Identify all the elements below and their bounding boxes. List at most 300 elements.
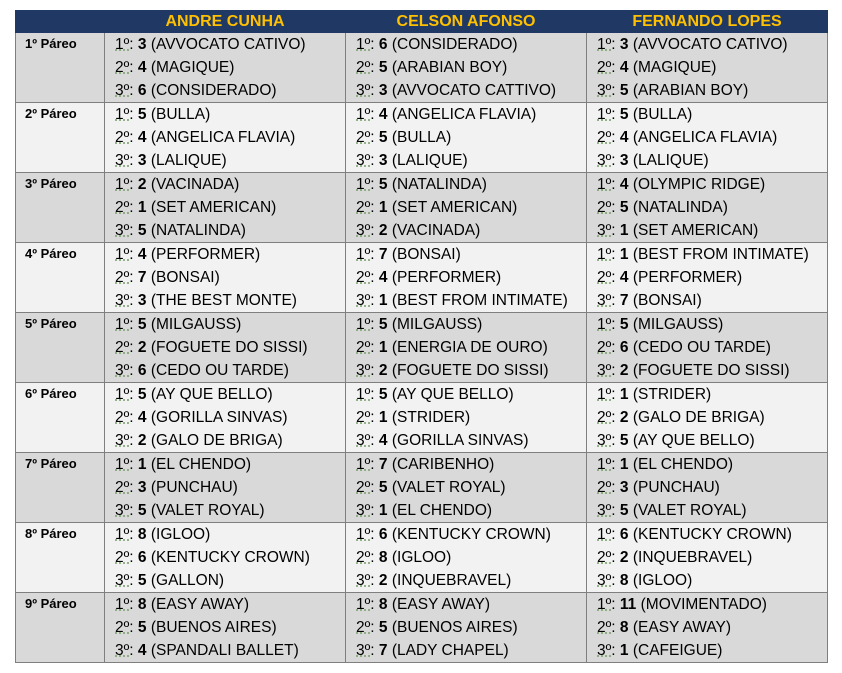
race-row (16, 103, 828, 173)
horse-number: 1 (619, 222, 629, 239)
horse-name: (ENERGIA DE OURO) (391, 339, 548, 356)
race-label: 7º Páreo (16, 453, 105, 523)
horse-number: 5 (137, 316, 147, 333)
pick-line (105, 429, 345, 452)
pick-position: 2º (356, 269, 371, 286)
pick-position: 1º (356, 106, 371, 123)
horse-name: (PUNCHAU) (150, 479, 238, 496)
pick-cell (346, 453, 587, 523)
pick-line (105, 453, 345, 476)
horse-name: (FOGUETE DO SISSI) (632, 362, 790, 379)
separator: : (611, 246, 620, 263)
horse-name: (AY QUE BELLO) (632, 432, 755, 449)
pick-position: 3º (356, 292, 371, 309)
horse-number: 1 (137, 199, 147, 216)
pick-line (346, 593, 586, 616)
pick-position: 3º (356, 222, 371, 239)
separator: : (129, 292, 138, 309)
pick-position: 1º (115, 176, 130, 193)
horse-number: 7 (378, 642, 388, 659)
pick-line (105, 336, 345, 359)
horse-number: 2 (619, 362, 629, 379)
horse-name: (MAGIQUE) (150, 59, 235, 76)
pick-line (105, 546, 345, 569)
pick-position: 2º (356, 339, 371, 356)
horse-number: 5 (378, 176, 388, 193)
race-row (16, 33, 828, 103)
pick-line (346, 616, 586, 639)
pick-line (105, 616, 345, 639)
horse-name: (IGLOO) (150, 526, 211, 543)
horse-number: 7 (378, 456, 388, 473)
horse-number: 4 (378, 106, 388, 123)
pick-position: 2º (597, 199, 612, 216)
horse-name: (ARABIAN BOY) (632, 82, 749, 99)
separator: : (370, 479, 379, 496)
pick-line (587, 266, 827, 289)
horse-number: 6 (619, 339, 629, 356)
separator: : (611, 362, 620, 379)
pick-line (346, 546, 586, 569)
horse-number: 4 (619, 269, 629, 286)
pick-cell (346, 383, 587, 453)
separator: : (370, 596, 379, 613)
horse-number: 7 (378, 246, 388, 263)
race-row (16, 313, 828, 383)
horse-number: 3 (378, 152, 388, 169)
horse-number: 5 (619, 199, 629, 216)
horse-number: 1 (619, 246, 629, 263)
separator: : (370, 432, 379, 449)
pick-position: 2º (115, 409, 130, 426)
header-fernando-lopes: FERNANDO LOPES (587, 11, 828, 33)
pick-cell (346, 33, 587, 103)
horse-name: (BONSAI) (632, 292, 702, 309)
pick-position: 2º (597, 269, 612, 286)
pick-line (346, 429, 586, 452)
separator: : (611, 222, 620, 239)
race-row (16, 453, 828, 523)
separator: : (129, 526, 138, 543)
horse-name: (IGLOO) (632, 572, 693, 589)
pick-cell (587, 313, 828, 383)
pick-position: 3º (597, 292, 612, 309)
horse-name: (ARABIAN BOY) (391, 59, 508, 76)
horse-name: (KENTUCKY CROWN) (632, 526, 792, 543)
pick-position: 1º (115, 36, 130, 53)
separator: : (370, 409, 379, 426)
horse-number: 2 (137, 176, 147, 193)
separator: : (611, 502, 620, 519)
race-row (16, 243, 828, 313)
horse-number: 1 (619, 456, 629, 473)
separator: : (129, 129, 138, 146)
pick-position: 2º (356, 199, 371, 216)
horse-number: 6 (378, 526, 388, 543)
pick-cell (105, 243, 346, 313)
horse-name: (BONSAI) (391, 246, 461, 263)
pick-line (105, 219, 345, 242)
pick-line (346, 453, 586, 476)
pick-line (587, 569, 827, 592)
horse-name: (ANGELICA FLAVIA) (150, 129, 296, 146)
horse-name: (EASY AWAY) (632, 619, 732, 636)
horse-name: (NATALINDA) (632, 199, 728, 216)
separator: : (129, 596, 138, 613)
pick-position: 1º (597, 526, 612, 543)
separator: : (129, 502, 138, 519)
separator: : (370, 362, 379, 379)
pick-position: 1º (356, 456, 371, 473)
pick-line (105, 126, 345, 149)
pick-position: 3º (356, 362, 371, 379)
separator: : (370, 129, 379, 146)
separator: : (129, 246, 138, 263)
pick-line (587, 476, 827, 499)
race-label: 8º Páreo (16, 523, 105, 593)
pick-position: 3º (115, 82, 130, 99)
pick-line (587, 33, 827, 56)
separator: : (611, 176, 620, 193)
pick-line (105, 196, 345, 219)
pick-position: 1º (115, 246, 130, 263)
horse-number: 1 (378, 292, 388, 309)
horse-number: 8 (619, 572, 629, 589)
pick-position: 1º (597, 36, 612, 53)
separator: : (611, 269, 620, 286)
separator: : (611, 432, 620, 449)
horse-number: 6 (137, 82, 147, 99)
pick-cell (587, 453, 828, 523)
separator: : (611, 152, 620, 169)
separator: : (370, 526, 379, 543)
pick-line (346, 406, 586, 429)
separator: : (370, 549, 379, 566)
pick-position: 1º (115, 316, 130, 333)
race-label: 1º Páreo (16, 33, 105, 103)
pick-line (346, 33, 586, 56)
pick-position: 2º (356, 549, 371, 566)
separator: : (611, 316, 620, 333)
separator: : (611, 199, 620, 216)
horse-name: (LALIQUE) (150, 152, 227, 169)
horse-number: 11 (619, 596, 637, 613)
horse-name: (LADY CHAPEL) (391, 642, 509, 659)
pick-cell (587, 383, 828, 453)
pick-line (346, 313, 586, 336)
pick-line (587, 499, 827, 522)
separator: : (370, 642, 379, 659)
separator: : (370, 59, 379, 76)
pick-line (346, 266, 586, 289)
horse-number: 3 (378, 82, 388, 99)
horse-number: 4 (137, 246, 147, 263)
separator: : (370, 82, 379, 99)
horse-number: 1 (619, 386, 629, 403)
separator: : (611, 106, 620, 123)
pick-line (105, 243, 345, 266)
horse-name: (SPANDALI BALLET) (150, 642, 299, 659)
separator: : (611, 82, 620, 99)
horse-number: 1 (137, 456, 147, 473)
horse-name: (STRIDER) (391, 409, 471, 426)
separator: : (129, 269, 138, 286)
pick-position: 2º (115, 199, 130, 216)
horse-number: 5 (137, 222, 147, 239)
horse-name: (AY QUE BELLO) (391, 386, 514, 403)
horse-name: (MOVIMENTADO) (640, 596, 767, 613)
horse-name: (THE BEST MONTE) (150, 292, 297, 309)
horse-name: (PERFORMER) (150, 246, 261, 263)
horse-number: 5 (378, 59, 388, 76)
pick-position: 3º (356, 572, 371, 589)
pick-position: 2º (115, 619, 130, 636)
horse-number: 5 (619, 82, 629, 99)
pick-cell (587, 173, 828, 243)
pick-position: 1º (115, 106, 130, 123)
separator: : (611, 386, 620, 403)
separator: : (129, 36, 138, 53)
horse-name: (BUENOS AIRES) (391, 619, 518, 636)
horse-name: (CARIBENHO) (391, 456, 495, 473)
pick-line (587, 336, 827, 359)
pick-line (105, 569, 345, 592)
horse-number: 4 (378, 432, 388, 449)
horse-number: 5 (619, 432, 629, 449)
pick-cell (105, 33, 346, 103)
horse-number: 1 (619, 642, 629, 659)
pick-position: 3º (597, 222, 612, 239)
pick-line (105, 639, 345, 662)
pick-line (587, 429, 827, 452)
pick-position: 2º (597, 339, 612, 356)
pick-line (346, 196, 586, 219)
pick-line (587, 289, 827, 312)
separator: : (129, 59, 138, 76)
pick-cell (587, 523, 828, 593)
header-row (16, 11, 828, 33)
pick-position: 3º (356, 82, 371, 99)
separator: : (129, 106, 138, 123)
pick-position: 2º (597, 129, 612, 146)
separator: : (129, 456, 138, 473)
horse-name: (CAFEIGUE) (632, 642, 723, 659)
horse-number: 5 (378, 479, 388, 496)
horse-number: 5 (137, 619, 147, 636)
horse-number: 3 (619, 479, 629, 496)
horse-name: (BULLA) (391, 129, 452, 146)
pick-position: 1º (115, 456, 130, 473)
horse-number: 4 (137, 409, 147, 426)
pick-cell (346, 313, 587, 383)
pick-cell (346, 523, 587, 593)
horse-number: 5 (137, 572, 147, 589)
separator: : (129, 572, 138, 589)
pick-line (587, 56, 827, 79)
pick-position: 3º (115, 362, 130, 379)
horse-name: (EL CHENDO) (150, 456, 252, 473)
pick-position: 1º (597, 456, 612, 473)
separator: : (370, 572, 379, 589)
horse-number: 1 (378, 409, 388, 426)
pick-position: 2º (356, 129, 371, 146)
horse-number: 2 (378, 362, 388, 379)
pick-position: 3º (115, 292, 130, 309)
horse-number: 2 (137, 432, 147, 449)
horse-name: (CONSIDERADO) (150, 82, 277, 99)
pick-line (346, 476, 586, 499)
horse-name: (MILGAUSS) (150, 316, 242, 333)
pick-position: 2º (115, 59, 130, 76)
horse-name: (EL CHENDO) (391, 502, 493, 519)
horse-name: (GALO DE BRIGA) (150, 432, 283, 449)
separator: : (611, 339, 620, 356)
horse-number: 2 (619, 549, 629, 566)
horse-name: (VALET ROYAL) (632, 502, 747, 519)
horse-name: (MAGIQUE) (632, 59, 717, 76)
horse-name: (SET AMERICAN) (150, 199, 277, 216)
separator: : (611, 59, 620, 76)
horse-number: 5 (378, 386, 388, 403)
horse-name: (MILGAUSS) (391, 316, 483, 333)
separator: : (129, 82, 138, 99)
pick-line (105, 149, 345, 172)
pick-line (105, 289, 345, 312)
pick-line (587, 243, 827, 266)
horse-name: (GORILLA SINVAS) (150, 409, 288, 426)
separator: : (370, 106, 379, 123)
pick-line (346, 56, 586, 79)
pick-line (587, 523, 827, 546)
pick-position: 2º (115, 269, 130, 286)
pick-cell (587, 33, 828, 103)
pick-position: 1º (597, 316, 612, 333)
pick-position: 3º (597, 572, 612, 589)
horse-name: (AVVOCATO CATIVO) (632, 36, 788, 53)
horse-name: (CONSIDERADO) (391, 36, 518, 53)
pick-line (346, 173, 586, 196)
pick-line (105, 266, 345, 289)
horse-name: (ANGELICA FLAVIA) (632, 129, 778, 146)
horse-name: (LALIQUE) (632, 152, 709, 169)
pick-line (105, 383, 345, 406)
separator: : (611, 36, 620, 53)
horse-number: 4 (378, 269, 388, 286)
pick-line (346, 359, 586, 382)
horse-number: 6 (137, 362, 147, 379)
horse-name: (AY QUE BELLO) (150, 386, 273, 403)
pick-cell (587, 243, 828, 313)
horse-number: 3 (137, 479, 147, 496)
horse-name: (BULLA) (150, 106, 211, 123)
pick-position: 1º (597, 106, 612, 123)
pick-position: 2º (356, 409, 371, 426)
pick-position: 1º (356, 526, 371, 543)
separator: : (370, 292, 379, 309)
separator: : (370, 269, 379, 286)
horse-name: (BONSAI) (150, 269, 220, 286)
separator: : (611, 642, 620, 659)
horse-name: (IGLOO) (391, 549, 452, 566)
pick-position: 1º (597, 386, 612, 403)
horse-name: (BULLA) (632, 106, 693, 123)
horse-name: (VALET ROYAL) (150, 502, 265, 519)
separator: : (611, 549, 620, 566)
pick-line (105, 33, 345, 56)
pick-position: 3º (356, 502, 371, 519)
horse-name: (LALIQUE) (391, 152, 468, 169)
race-label: 6º Páreo (16, 383, 105, 453)
race-row (16, 383, 828, 453)
pick-position: 3º (597, 502, 612, 519)
race-row (16, 523, 828, 593)
horse-name: (NATALINDA) (150, 222, 246, 239)
horse-number: 2 (619, 409, 629, 426)
pick-position: 2º (597, 619, 612, 636)
pick-position: 3º (597, 432, 612, 449)
separator: : (129, 152, 138, 169)
separator: : (129, 549, 138, 566)
pick-cell (105, 103, 346, 173)
separator: : (129, 619, 138, 636)
horse-number: 6 (378, 36, 388, 53)
pick-line (587, 126, 827, 149)
pick-line (346, 103, 586, 126)
pick-line (346, 383, 586, 406)
pick-line (587, 546, 827, 569)
horse-name: (EASY AWAY) (391, 596, 491, 613)
pick-cell (105, 173, 346, 243)
pick-position: 2º (597, 59, 612, 76)
horse-name: (ANGELICA FLAVIA) (391, 106, 537, 123)
horse-name: (CEDO OU TARDE) (150, 362, 289, 379)
horse-number: 4 (619, 176, 629, 193)
pick-line (346, 149, 586, 172)
horse-number: 3 (619, 152, 629, 169)
pick-line (346, 499, 586, 522)
pick-position: 2º (597, 479, 612, 496)
pick-line (587, 616, 827, 639)
pick-position: 3º (115, 152, 130, 169)
pick-position: 3º (356, 642, 371, 659)
separator: : (129, 339, 138, 356)
horse-name: (BUENOS AIRES) (150, 619, 277, 636)
pick-position: 1º (356, 36, 371, 53)
horse-number: 5 (137, 502, 147, 519)
pick-line (587, 593, 827, 616)
pick-line (587, 359, 827, 382)
separator: : (129, 316, 138, 333)
pick-position: 2º (597, 549, 612, 566)
pick-cell (346, 103, 587, 173)
pick-position: 2º (115, 479, 130, 496)
pick-line (346, 126, 586, 149)
horse-name: (AVVOCATO CATTIVO) (391, 82, 557, 99)
pick-position: 2º (597, 409, 612, 426)
separator: : (370, 176, 379, 193)
pick-position: 2º (115, 339, 130, 356)
horse-name: (OLYMPIC RIDGE) (632, 176, 766, 193)
pick-position: 1º (356, 596, 371, 613)
horse-name: (FOGUETE DO SISSI) (391, 362, 549, 379)
horse-name: (EASY AWAY) (150, 596, 250, 613)
header-andre-cunha: ANDRE CUNHA (105, 11, 346, 33)
horse-name: (KENTUCKY CROWN) (391, 526, 551, 543)
pick-position: 2º (356, 619, 371, 636)
pick-line (587, 173, 827, 196)
separator: : (611, 526, 620, 543)
pick-line (346, 289, 586, 312)
